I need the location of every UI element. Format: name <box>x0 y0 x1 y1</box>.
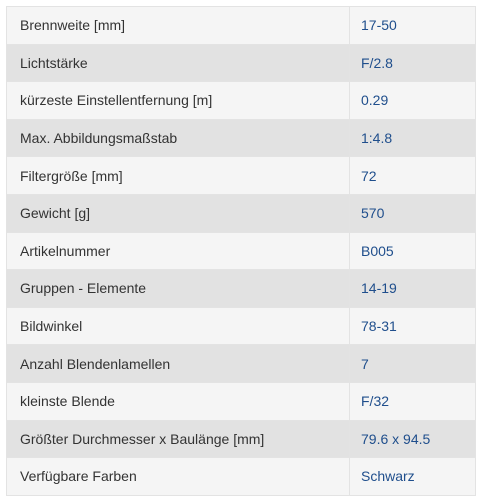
spec-label: Verfügbare Farben <box>7 458 350 496</box>
spec-value: 570 <box>350 194 476 232</box>
spec-value: 78-31 <box>350 307 476 345</box>
table-row <box>7 44 476 82</box>
spec-value: Schwarz <box>350 458 476 496</box>
spec-label: Gewicht [g] <box>7 194 350 232</box>
spec-label: Größter Durchmesser x Baulänge [mm] <box>7 420 350 458</box>
spec-label: Lichtstärke <box>7 44 350 82</box>
table-row <box>7 307 476 345</box>
table-row <box>7 420 476 458</box>
spec-value: 0.29 <box>350 82 476 120</box>
spec-label: Gruppen - Elemente <box>7 270 350 308</box>
table-row <box>7 270 476 308</box>
table-row <box>7 82 476 120</box>
spec-value: 14-19 <box>350 270 476 308</box>
table-row <box>7 157 476 195</box>
table-row <box>7 232 476 270</box>
spec-label: Max. Abbildungsmaßstab <box>7 119 350 157</box>
table-row <box>7 119 476 157</box>
spec-value: 17-50 <box>350 7 476 45</box>
table-row <box>7 345 476 383</box>
spec-value: B005 <box>350 232 476 270</box>
spec-label: Artikelnummer <box>7 232 350 270</box>
spec-value: 72 <box>350 157 476 195</box>
spec-value: 1:4.8 <box>350 119 476 157</box>
spec-label: kleinste Blende <box>7 382 350 420</box>
spec-value: 79.6 x 94.5 <box>350 420 476 458</box>
table-row <box>7 194 476 232</box>
table-row <box>7 7 476 45</box>
spec-label: Brennweite [mm] <box>7 7 350 45</box>
spec-label: Anzahl Blendenlamellen <box>7 345 350 383</box>
spec-value: F/2.8 <box>350 44 476 82</box>
specifications-table <box>6 6 476 496</box>
spec-value: 7 <box>350 345 476 383</box>
spec-value: F/32 <box>350 382 476 420</box>
spec-label: Filtergröße [mm] <box>7 157 350 195</box>
table-row <box>7 458 476 496</box>
spec-label: Bildwinkel <box>7 307 350 345</box>
table-row <box>7 382 476 420</box>
spec-label: kürzeste Einstellentfernung [m] <box>7 82 350 120</box>
